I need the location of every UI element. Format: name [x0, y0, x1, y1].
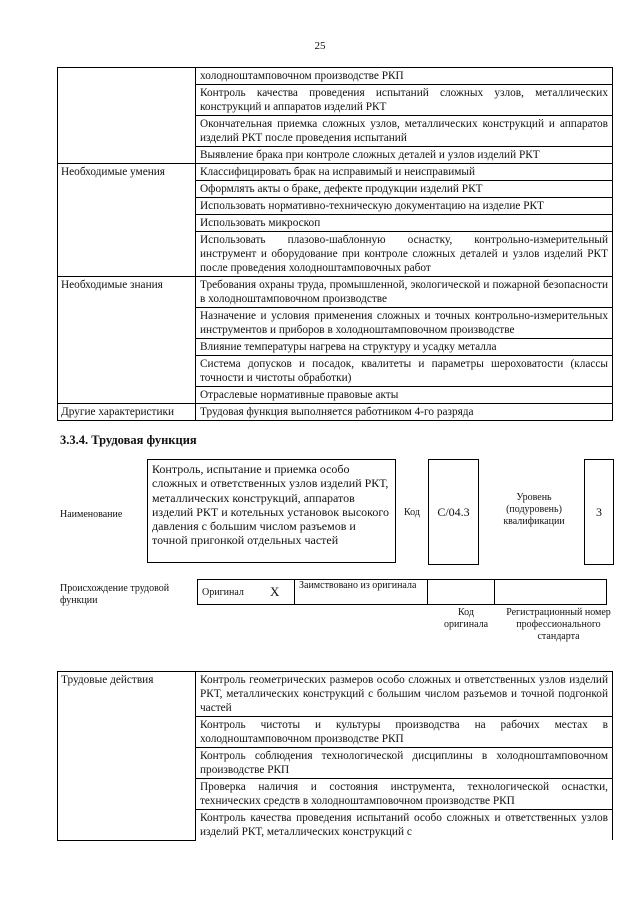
original-label: Оригинал	[198, 580, 267, 605]
function-name: Контроль, испытание и приемка особо сложных и ответственных узлов изделий РКТ, металлических конструкций, аппаратов изделий РКТ и котельных установок высокого давления с большим числом разъемов и точной пригонкой отдельных частей	[147, 459, 396, 563]
row-label: Необходимые умения	[58, 164, 196, 277]
code-value: С/04.3	[428, 459, 479, 565]
cell: Использовать микроскоп	[196, 215, 613, 232]
cell: Влияние температуры нагрева на структуру и усадку металла	[196, 339, 613, 356]
table-row	[58, 277, 613, 308]
code-label: Код	[404, 507, 420, 518]
cell: Контроль чистоты и культуры производства на рабочих местах в холодноштамповочном производстве РКП	[196, 717, 613, 748]
level-value: 3	[584, 459, 614, 565]
table-row	[58, 672, 613, 717]
cell: Выявление брака при контроле сложных деталей и узлов изделий РКТ	[196, 147, 613, 164]
cell: Контроль соблюдения технологической дисциплины в холодноштамповочном производстве РКП	[196, 748, 613, 779]
cell: Контроль геометрических размеров особо сложных и ответственных узлов изделий РКТ, металлических конструкций с большим числом разъемов и точной подгонкой частей	[196, 672, 613, 717]
cell: Требования охраны труда, промышленной, экологической и пожарной безопасности в холодноштамповочном производстве	[196, 277, 613, 308]
cell: Использовать плазово-шаблонную оснастку, контрольно-измерительный инструмент и оборудование при контроле сложных деталей и узлов изделий РКТ после проведения холодноштамповочных работ	[196, 232, 613, 277]
row-label: Трудовые действия	[58, 672, 196, 841]
row-label: Необходимые знания	[58, 277, 196, 404]
table-row	[58, 164, 613, 181]
level-label: Уровень (подуровень) квалификации	[503, 492, 565, 527]
cell: Проверка наличия и состояния инструмента, технологической оснастки, технических средств в холодноштамповочном производстве РКП	[196, 779, 613, 810]
table-row	[58, 404, 613, 421]
origin-label: Происхождение трудовой функции	[60, 583, 170, 606]
page-number: 25	[314, 40, 326, 52]
cell: Использовать нормативно-техническую документацию на изделие РКТ	[196, 198, 613, 215]
cell: Классифицировать брак на исправимый и неисправимый	[196, 164, 613, 181]
origin-table	[197, 579, 607, 605]
row-label	[58, 68, 196, 164]
section-title: 3.3.4. Трудовая функция	[60, 433, 197, 447]
actions-table	[57, 671, 613, 841]
cell: Контроль качества проведения испытаний особо сложных и ответственных узлов изделий РКТ, металлических конструкций с	[196, 810, 613, 841]
original-mark: X	[266, 580, 295, 605]
reg-number-caption: Регистрационный номер профессионального стандарта	[506, 607, 611, 642]
cell: Трудовая функция выполняется работником 4-го разряда	[196, 404, 613, 421]
table-row	[58, 68, 613, 85]
cell: Назначение и условия применения сложных и точных контрольно-измерительных инструментов и приборов в холодноштамповочном производстве	[196, 308, 613, 339]
cell: Отраслевые нормативные правовые акты	[196, 387, 613, 404]
cell: Окончательная приемка сложных узлов, металлических конструкций и аппаратов изделий РКТ после проведения испытаний	[196, 116, 613, 147]
reg-number-cell	[495, 580, 607, 605]
origin-code-caption: Код оригинала	[443, 607, 489, 630]
name-label: Наименование	[60, 509, 123, 520]
origin-code-cell	[428, 580, 495, 605]
cell: холодноштамповочном производстве РКП	[196, 68, 613, 85]
borrowed-label: Заимствовано из оригинала	[295, 580, 428, 605]
skills-table	[57, 67, 613, 421]
cell: Контроль качества проведения испытаний сложных узлов, металлических конструкций и аппаратов изделий РКТ	[196, 85, 613, 116]
cell: Оформлять акты о браке, дефекте продукции изделий РКТ	[196, 181, 613, 198]
row-label: Другие характеристики	[58, 404, 196, 421]
cell: Система допусков и посадок, квалитеты и параметры шероховатости (классы точности и чистоты обработки)	[196, 356, 613, 387]
